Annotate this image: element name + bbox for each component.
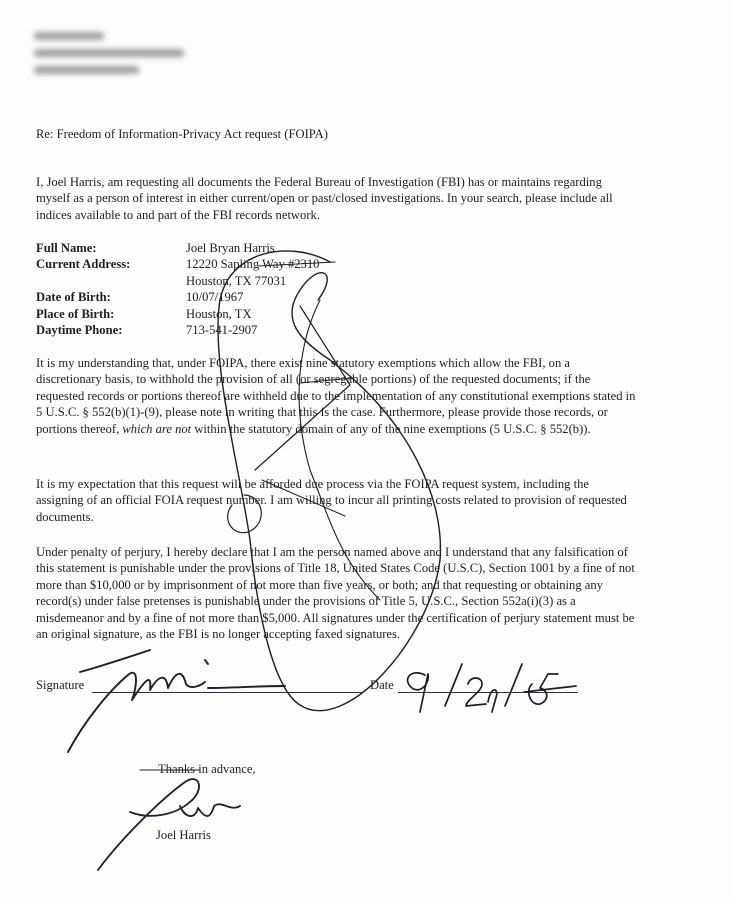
ink-diagonal — [255, 306, 350, 470]
full-name-value: Joel Bryan Harris — [186, 241, 275, 255]
closing-name: Joel Harris — [156, 828, 211, 842]
full-name-label: Full Name: — [36, 241, 97, 255]
ink-small-circle — [228, 495, 262, 533]
ink-strike-1 — [258, 262, 335, 266]
exemptions-emphasis: which are not — [122, 421, 192, 436]
ink-strike-2 — [300, 378, 352, 383]
dob-label: Date of Birth: — [36, 290, 111, 305]
signature-label: Signature — [36, 678, 85, 692]
signature-scribble — [68, 650, 285, 752]
address-line2: Houston, TX 77031 — [186, 273, 287, 288]
address-line1: 12220 Sapling Way #2310 — [186, 257, 320, 272]
dob-value: 10/07/1967 — [186, 290, 244, 305]
exemptions-text-a: It is my understanding that, under FOIPA, there exist nine statutory exemptions which allow the FBI, on a discretionary basis, to withhold the provision of all (or segregable portions) of the requested documents; if the requested records or portions thereof are withheld due to the implementation of any constitutional exemptions stated in 5 U.S.C. § 552(b)(1)-(9), please note in writing that this is the case. Furthermore, please provide those records, or portions thereof, — [36, 356, 636, 436]
letter-subject: Re: Freedom of Information-Privacy Act request (FOIPA) — [36, 127, 328, 141]
ink-loop-scribble — [218, 251, 440, 711]
pob-value: Houston, TX — [186, 306, 252, 321]
pob-label: Place of Birth: — [36, 306, 115, 321]
ink-strike-3 — [262, 480, 345, 516]
intro-paragraph: I, Joel Harris, am requesting all documents the Federal Bureau of Investigation (FBI) has or maintains regarding myself as a person of interest in either current/open or past/closed investigations. In your search, please include all indices available to and part of the FBI records network. — [36, 175, 613, 222]
expectation-paragraph: It is my expectation that this request will be afforded due process via the FOIPA request system, including the assigning of an official FOIA request number. I am willing to incur all printing costs related to provision of requested documents. — [36, 477, 627, 524]
handwritten-date-ink — [408, 664, 576, 712]
date-label: Date — [370, 678, 394, 692]
closing-signature-scribble — [98, 779, 240, 870]
thanks-line: Thanks in advance, — [158, 762, 256, 776]
exemptions-text-b: within the statutory domain of any of the nine exemptions (5 U.S.C. § 552(b)). — [191, 421, 591, 436]
address-label: Current Address: — [36, 257, 131, 272]
phone-label: Daytime Phone: — [36, 323, 123, 338]
phone-value: 713-541-2907 — [186, 323, 258, 338]
perjury-paragraph: Under penalty of perjury, I hereby declare that I am the person named above and I understand that any falsification of this statement is punishable under the provisions of Title 18, United States Code (U.S.C), Section 1001 by a fine of not more than $10,000 or by imprisonment of not more than five years, or both; and that requesting or obtaining any record(s) under false pretenses is punishable under the provisions of Title 5, U.S.C., Section 552a(i)(3) as a misdemeanor and by a fine of not more than $5,000. All signatures under the certification of perjury statement must be an original signature, as the FBI is no longer accepting faxed signatures. — [36, 545, 635, 642]
